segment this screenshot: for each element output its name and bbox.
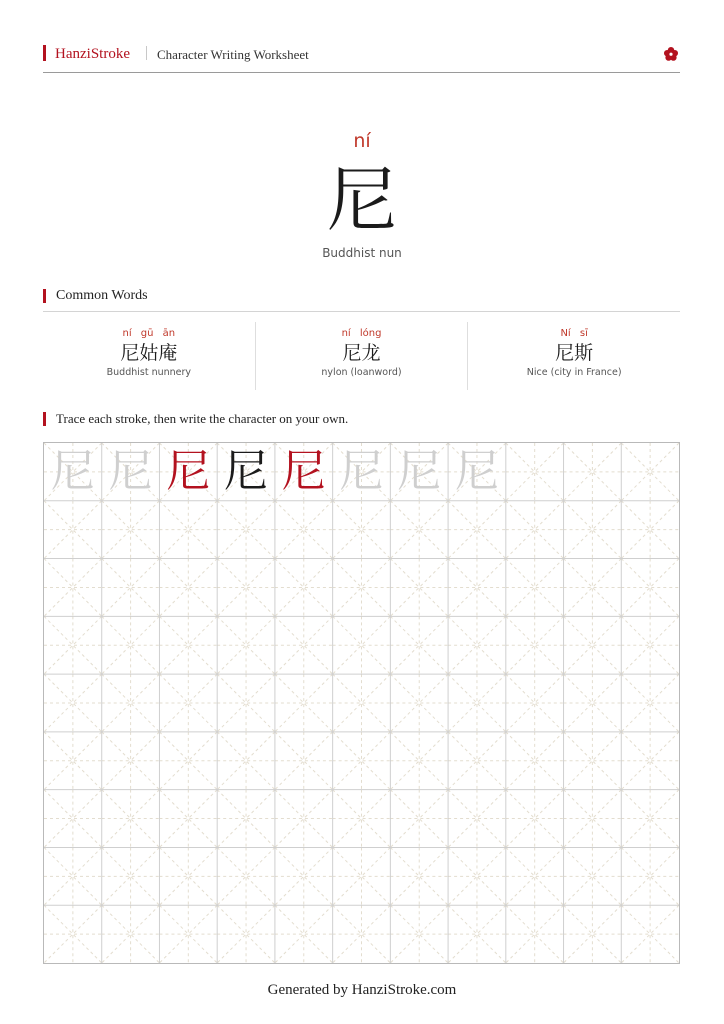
stroke-step-cell bbox=[102, 443, 160, 501]
stroke-order-row bbox=[44, 443, 681, 501]
brand-name[interactable]: HanziStroke bbox=[55, 46, 130, 62]
common-words-list bbox=[43, 322, 680, 390]
trace-glyph: 尼 bbox=[108, 446, 153, 497]
common-words-heading bbox=[43, 288, 343, 306]
word-pinyin: ní lóng bbox=[341, 328, 382, 339]
worksheet-subtitle: Character Writing Worksheet bbox=[157, 47, 309, 62]
section-accent-bar bbox=[43, 289, 46, 303]
hero-character: 尼 bbox=[327, 159, 397, 241]
trace-glyph: 尼 bbox=[166, 446, 211, 497]
header-divider bbox=[43, 72, 680, 73]
word-item bbox=[467, 322, 680, 390]
trace-glyph: 尼 bbox=[339, 446, 384, 497]
word-meaning: Buddhist nunnery bbox=[106, 367, 192, 378]
word-hanzi: 尼龙 bbox=[342, 342, 381, 364]
brand-accent-bar bbox=[43, 45, 46, 61]
word-meaning: nylon (loanword) bbox=[321, 367, 402, 378]
trace-character-cell bbox=[390, 443, 448, 501]
hero-meaning: Buddhist nun bbox=[322, 246, 402, 260]
hero-pinyin: ní bbox=[353, 130, 371, 152]
word-item bbox=[43, 322, 255, 390]
worksheet-header bbox=[43, 44, 680, 64]
common-words-divider bbox=[43, 311, 680, 312]
practice-grid[interactable] bbox=[43, 442, 680, 964]
grid-lines bbox=[44, 443, 679, 963]
word-pinyin: Ní sī bbox=[560, 328, 588, 339]
trace-glyph: 尼 bbox=[50, 446, 95, 497]
stroke-step-cell bbox=[44, 443, 102, 501]
word-pinyin: ní gū ān bbox=[122, 328, 176, 339]
section-accent-bar bbox=[43, 412, 46, 426]
trace-glyph: 尼 bbox=[397, 446, 442, 497]
word-meaning: Nice (city in France) bbox=[526, 367, 622, 378]
trace-character-cell bbox=[333, 443, 391, 501]
word-hanzi: 尼斯 bbox=[555, 342, 594, 364]
practice-instruction: Trace each stroke, then write the character on your own. bbox=[56, 411, 349, 426]
stroke-step-cell bbox=[159, 443, 217, 501]
word-hanzi: 尼姑庵 bbox=[120, 342, 178, 364]
trace-glyph: 尼 bbox=[454, 446, 499, 497]
stroke-step-cell bbox=[217, 443, 275, 501]
trace-character-cell bbox=[448, 443, 506, 501]
word-item bbox=[255, 322, 468, 390]
stroke-step-cell bbox=[275, 443, 333, 501]
common-words-title: Common Words bbox=[56, 288, 148, 303]
flower-icon bbox=[663, 46, 679, 62]
header-separator bbox=[146, 46, 147, 60]
practice-instruction-heading bbox=[43, 411, 663, 429]
trace-glyph: 尼 bbox=[281, 446, 326, 497]
trace-glyph: 尼 bbox=[224, 446, 269, 497]
footer-credit[interactable]: Generated by HanziStroke.com bbox=[267, 982, 457, 998]
